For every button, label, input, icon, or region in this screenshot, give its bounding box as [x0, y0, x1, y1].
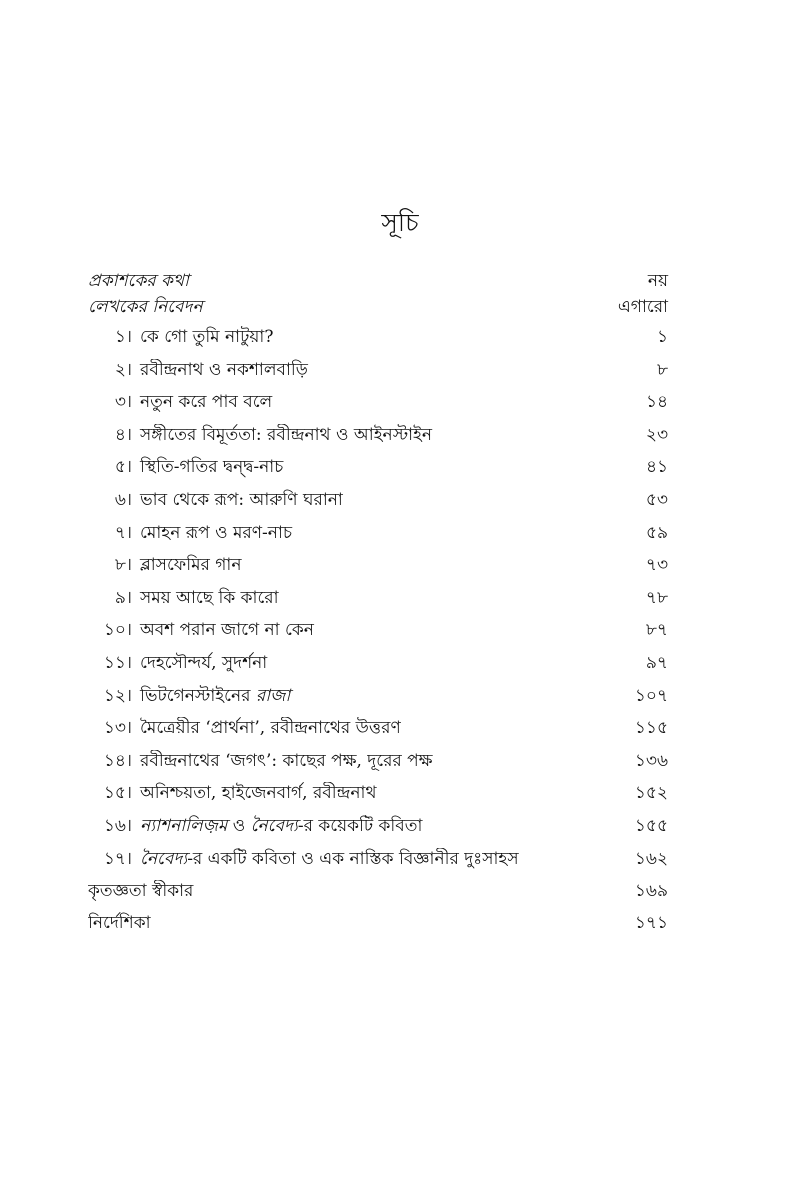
chapter-title-text: -র কয়েকটি কবিতা [297, 815, 423, 836]
toc-entry-acknowledgements[interactable] [88, 880, 668, 912]
toc-entry-publisher-note[interactable] [88, 270, 668, 296]
chapter-number: ৩। [114, 392, 132, 413]
chapter-page: ১৩৬ [634, 750, 668, 771]
toc-entry-page: এগারো [617, 297, 668, 317]
chapter-title: সঙ্গীতের বিমূর্ততা: রবীন্দ্রনাথ ও আইনস্টাইন [140, 424, 433, 445]
chapter-page: ১৬২ [634, 848, 668, 869]
chapter-number: ১৭। [103, 848, 132, 869]
chapter-number: ৮। [114, 555, 132, 576]
chapter-title-italic: নৈবেদ্য [250, 815, 298, 836]
toc-entry-page: নয় [647, 271, 668, 291]
chapter-number: ১৪। [103, 750, 132, 771]
chapter-number: ১৬। [103, 815, 132, 836]
toc-chapter-14[interactable] [88, 750, 668, 783]
chapter-title: রবীন্দ্রনাথের ‘জগৎ’: কাছের পক্ষ, দূরের পক্ষ [140, 750, 433, 771]
toc-chapter-17[interactable] [88, 848, 668, 881]
chapter-page: ৮৭ [645, 620, 668, 641]
chapter-number: ১৩। [103, 718, 132, 739]
chapter-page: ১১৫ [634, 718, 668, 739]
chapter-number: ৭। [114, 522, 132, 543]
toc-chapter-7[interactable] [88, 522, 668, 555]
toc-chapter-9[interactable] [88, 587, 668, 620]
chapter-title-italic: ন্যাশনালিজ়ম [140, 815, 228, 836]
chapter-title-text: ও [227, 815, 251, 836]
chapter-title: সময় আছে কি কারো [140, 587, 279, 608]
toc-chapter-13[interactable] [88, 717, 668, 750]
chapter-title: ব্লাসফেমির গান [140, 555, 242, 576]
chapter-title: ভাব থেকে রূপ: আরুণি ঘরানা [140, 489, 343, 510]
chapter-number: ১। [114, 327, 132, 347]
toc-chapter-4[interactable] [88, 424, 668, 457]
toc-chapter-5[interactable] [88, 456, 668, 489]
toc-entry-index[interactable] [88, 912, 668, 944]
toc-chapter-10[interactable] [88, 619, 668, 652]
chapter-number: ১১। [103, 652, 132, 673]
chapter-title [132, 815, 608, 837]
toc-chapter-12[interactable] [88, 685, 668, 718]
toc-chapter-16[interactable] [88, 815, 668, 848]
toc-entry-page: ১৭১ [634, 913, 668, 934]
chapter-page: ৮ [656, 359, 668, 380]
chapter-title: অবশ পরান জাগে না কেন [140, 620, 314, 641]
chapter-number: ১০। [103, 620, 132, 641]
page-title: সূচি [381, 208, 419, 237]
chapter-title: রবীন্দ্রনাথ ও নকশালবাড়ি [140, 359, 308, 380]
chapter-title: নতুন করে পাব বলে [140, 392, 273, 413]
toc-chapter-2[interactable] [88, 359, 668, 392]
toc-entry-page: ১৬৯ [634, 881, 668, 902]
chapter-number: ৪। [114, 424, 132, 445]
chapter-title-italic: রাজা [255, 685, 291, 706]
chapter-title: অনিশ্চয়তা, হাইজেনবার্গ, রবীন্দ্রনাথ [140, 783, 377, 804]
chapter-title-text: ভিটগেনস্টাইনের [140, 685, 256, 706]
toc-chapter-15[interactable] [88, 782, 668, 815]
chapter-title-italic: নৈবেদ্য [140, 848, 188, 869]
chapter-page: ৪১ [645, 457, 668, 478]
table-of-contents [88, 270, 668, 944]
chapter-title: কে গো তুমি নাটুয়া? [140, 327, 274, 347]
chapter-number: ১৫। [103, 783, 132, 804]
chapter-page: ৭৩ [645, 555, 668, 576]
toc-chapter-1[interactable] [88, 326, 668, 359]
chapter-number: ৯। [114, 587, 132, 608]
chapter-page: ৯৭ [645, 652, 668, 673]
chapter-page: ১৪ [645, 392, 668, 413]
chapter-title [132, 848, 608, 870]
chapter-title: মোহন রূপ ও মরণ-নাচ [140, 522, 293, 543]
chapter-page: ৫৯ [645, 522, 668, 543]
chapter-number: ৬। [114, 489, 132, 510]
chapter-page: ৫৩ [645, 489, 668, 510]
toc-entry-title: প্রকাশকের কথা [88, 271, 189, 291]
chapter-title [132, 685, 608, 707]
toc-chapter-6[interactable] [88, 489, 668, 522]
chapter-title-text: -র একটি কবিতা ও এক নাস্তিক বিজ্ঞানীর দুঃসাহস [187, 848, 519, 869]
chapter-title: স্থিতি-গতির দ্বন্দ্ব-নাচ [140, 457, 284, 478]
chapter-title: মৈত্রেয়ীর ‘প্রার্থনা’, রবীন্দ্রনাথের উত্তরণ [140, 718, 401, 739]
chapter-page: ১ [656, 327, 668, 347]
toc-entry-title: কৃতজ্ঞতা স্বীকার [88, 881, 194, 902]
chapter-number: ২। [114, 359, 132, 380]
chapter-number: ১২। [103, 685, 132, 706]
toc-entry-title: নির্দেশিকা [88, 913, 151, 934]
toc-chapter-8[interactable] [88, 554, 668, 587]
chapter-page: ১০৭ [634, 685, 668, 706]
toc-chapter-11[interactable] [88, 652, 668, 685]
toc-entry-author-note[interactable] [88, 296, 668, 322]
chapter-title: দেহসৌন্দর্য, সুদর্শনা [140, 652, 268, 673]
chapter-number: ৫। [114, 457, 132, 478]
toc-chapter-3[interactable] [88, 391, 668, 424]
toc-entry-title: লেখকের নিবেদন [88, 297, 203, 317]
chapter-page: ১৫২ [634, 783, 668, 804]
chapter-page: ১৫৫ [634, 815, 668, 836]
chapter-page: ৭৮ [645, 587, 668, 608]
chapter-page: ২৩ [645, 424, 668, 445]
